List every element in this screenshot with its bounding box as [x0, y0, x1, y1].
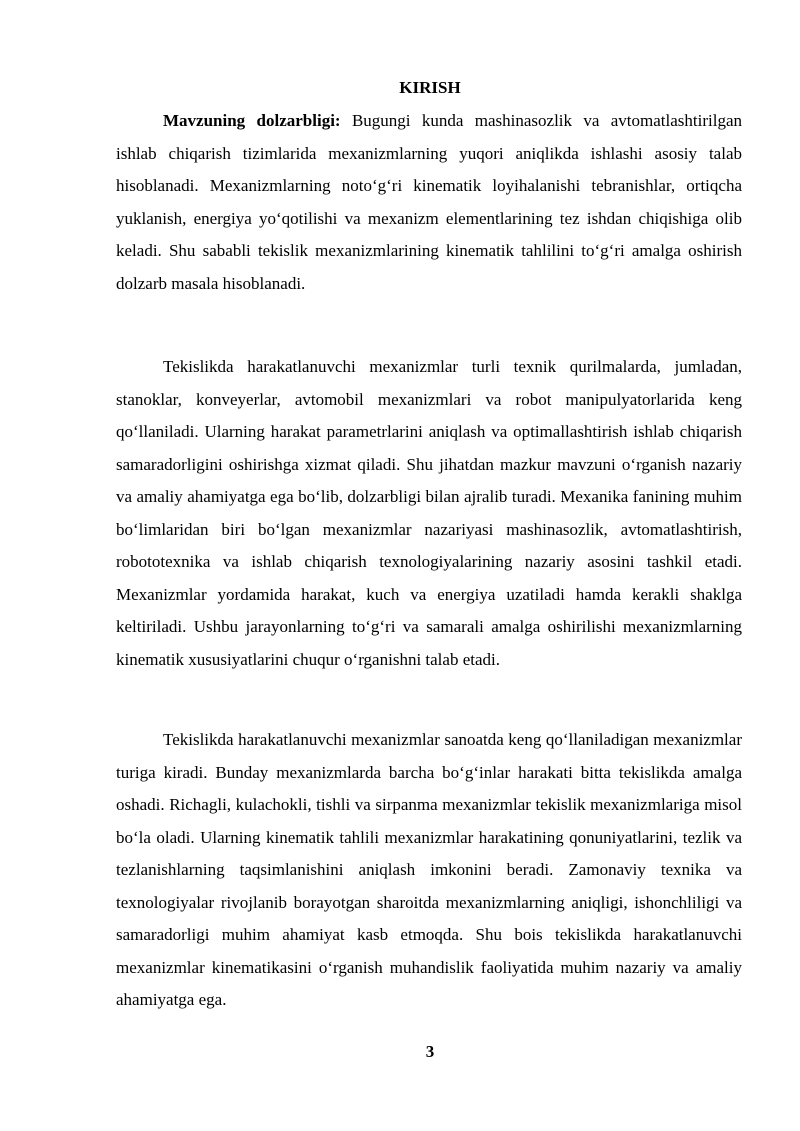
paragraph-planar-mechanisms	[116, 724, 742, 1017]
paragraph-1-lead: Mavzuning dolzarbligi:	[163, 111, 341, 130]
paragraph-relevance	[116, 105, 742, 300]
paragraph-1-body: Bugungi kunda mashinasozlik va avtomatlashtirilgan ishlab chiqarish tizimlarida mexanizmlarning yuqori aniqlikda ishlashi asosiy talab hisoblanadi. Mexanizmlarning noto‘g‘ri kinematik loyihalanishi tebranishlar, ortiqcha yuklanish, energiya yo‘qotilishi va mexanizm elementlarining tez ishdan chiqishiga olib keladi. Shu sababli tekislik mexanizmlarining kinematik tahlilini to‘g‘ri amalga oshirish dolzarb masala hisoblanadi.	[116, 111, 743, 293]
paragraph-3-text: Tekislikda harakatlanuvchi mexanizmlar sanoatda keng qo‘llaniladigan mexanizmlar turiga kiradi. Bunday mexanizmlarda barcha bo‘g‘inlar harakati bitta tekislikda amalga oshadi. Richagli, kulachokli, tishli va sirpanma mexanizmlar tekislik mexanizmlariga misol bo‘la oladi. Ularning kinematik tahlili mexanizmlar harakatining qonuniyatlarini, tezlik va tezlanishlarning taqsimlanishini aniqlash imkonini beradi. Zamonaviy texnika va texnologiyalar rivojlanib borayotgan sharoitda mexanizmlarning aniqligi, ishonchliligi va samaradorligi muhim ahamiyat kasb etmoqda. Shu bois tekislikda harakatlanuvchi mexanizmlar kinematikasini o‘rganish muhandislik faoliyatida muhim nazariy va amaliy ahamiyatga ega.	[116, 730, 742, 1009]
page-number: 3	[425, 1042, 435, 1061]
paragraph-2-text: Tekislikda harakatlanuvchi mexanizmlar turli texnik qurilmalarda, jumladan, stanoklar, konveyerlar, avtomobil mexanizmlari va robot manipulyatorlarida keng qo‘llaniladi. Ularning harakat parametrlarini aniqlash va optimallashtirish ishlab chiqarish samaradorligini oshirishga xizmat qiladi. Shu jihatdan mazkur mavzuni o‘rganish nazariy va amaliy ahamiyatga ega bo‘lib, dolzarbligi bilan ajralib turadi. Mexanika fanining muhim bo‘limlaridan biri bo‘lgan mexanizmlar nazariyasi mashinasozlik, avtomatlashtirish, robototexnika va ishlab chiqarish texnologiyalarining nazariy asosini tashkil etadi. Mexanizmlar yordamida harakat, kuch va energiya uzatiladi hamda kerakli shaklga keltiriladi. Ushbu jarayonlarning to‘g‘ri va samarali amalga oshirilishi mexanizmlarning kinematik xususiyatlarini chuqur o‘rganishni talab etadi.	[116, 357, 742, 669]
paragraph-application	[116, 351, 742, 676]
paragraph-1-text	[116, 105, 742, 300]
section-heading: KIRISH	[399, 78, 461, 97]
